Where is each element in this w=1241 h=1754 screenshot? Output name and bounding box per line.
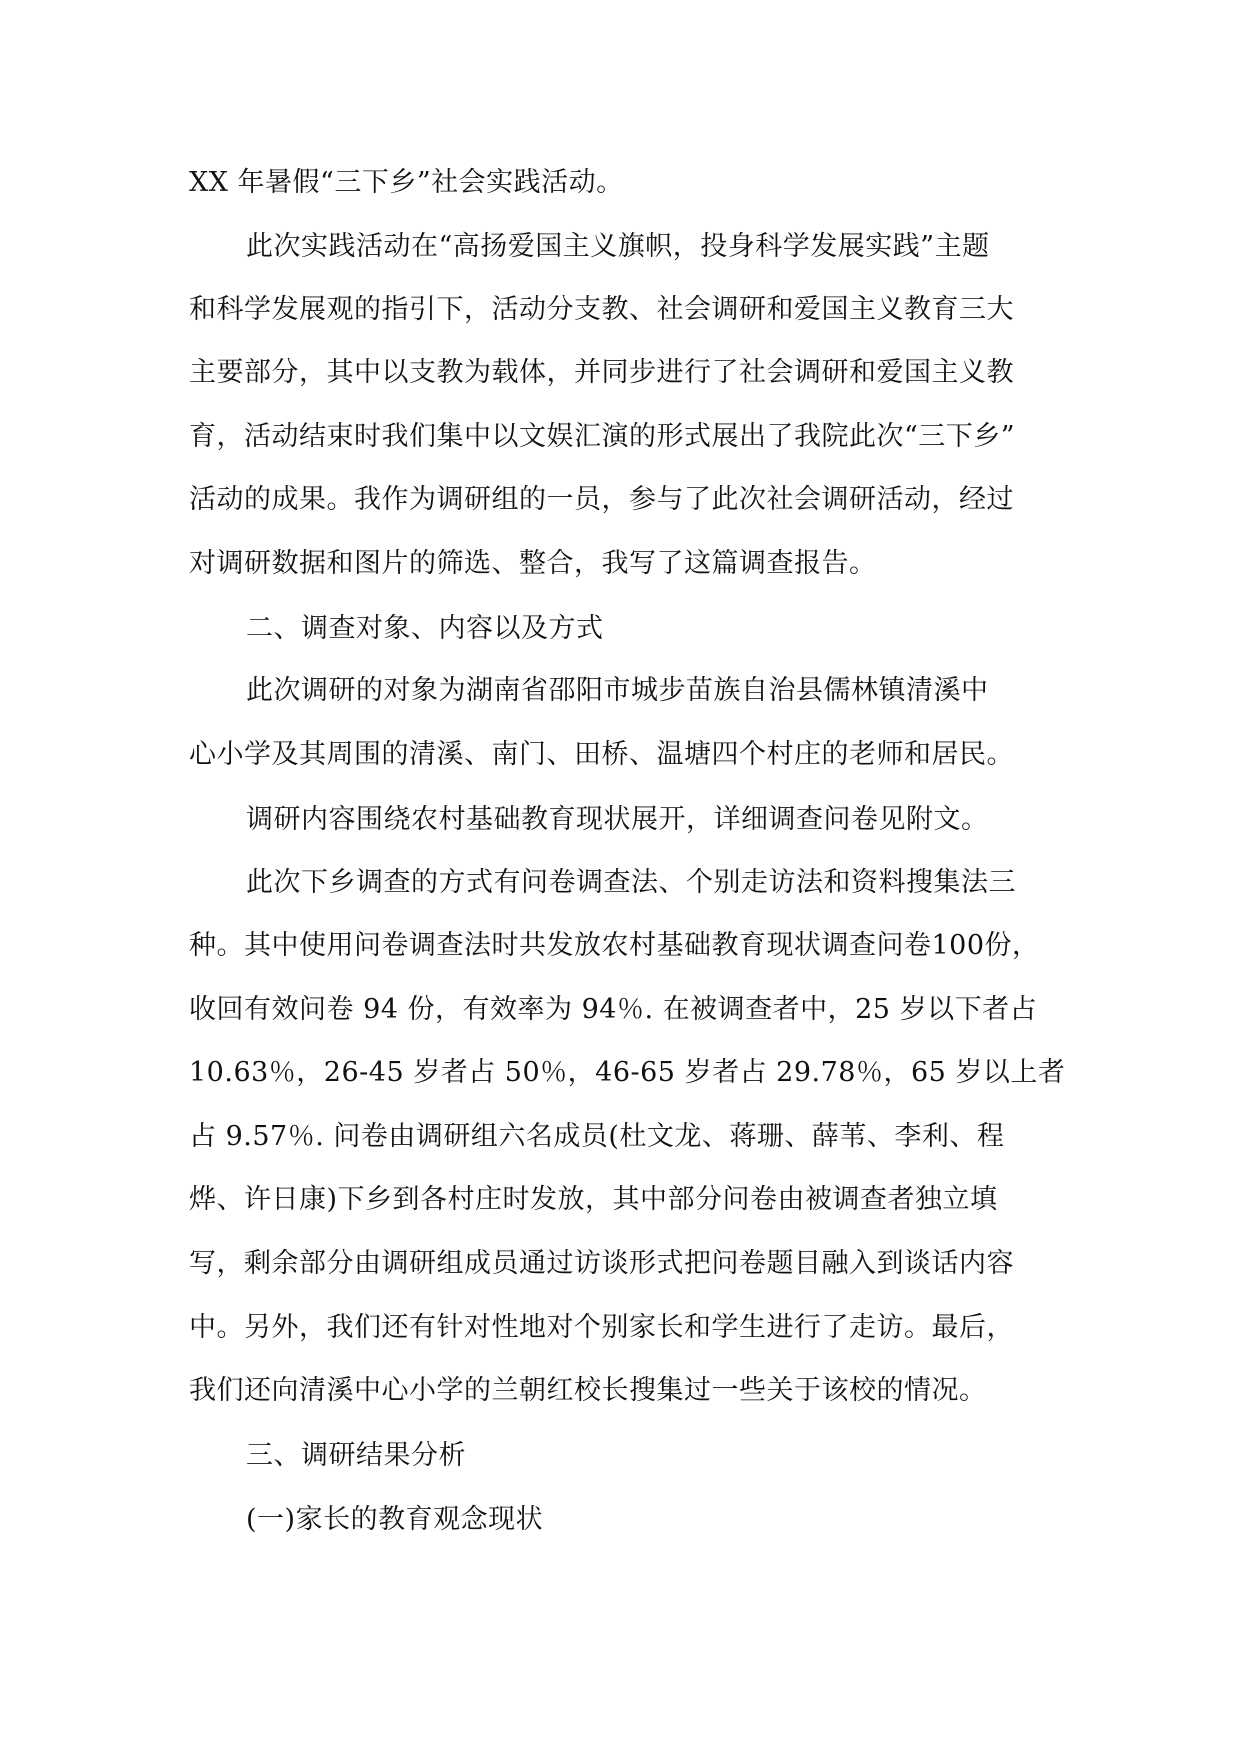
text-line: 占 9.57％. 问卷由调研组六名成员(杜文龙、蒋珊、薛苇、李利、程	[189, 1121, 1005, 1152]
paragraph-line: 调研内容围绕农村基础教育现状展开，详细调查问卷见附文。	[246, 804, 989, 835]
text-line: 写，剩余部分由调研组成员通过访谈形式把问卷题目融入到谈话内容	[189, 1248, 1014, 1279]
text-line: 活动的成果。我作为调研组的一员，参与了此次社会调研活动，经过	[189, 484, 1014, 515]
text-line: 收回有效问卷 94 份，有效率为 94％. 在被调查者中，25 岁以下者占	[189, 994, 1038, 1025]
paragraph-line: 此次下乡调查的方式有问卷调查法、个别走访法和资料搜集法三	[246, 867, 1016, 898]
section-heading: 三、调研结果分析	[246, 1440, 466, 1471]
text-line: 对调研数据和图片的筛选、整合，我写了这篇调查报告。	[189, 548, 877, 579]
text-line: 中。另外，我们还有针对性地对个别家长和学生进行了走访。最后，	[189, 1312, 1014, 1343]
text-line: 心小学及其周围的清溪、南门、田桥、温塘四个村庄的老师和居民。	[189, 739, 1014, 770]
text-line: 育，活动结束时我们集中以文娱汇演的形式展出了我院此次“三下乡”	[189, 421, 1016, 452]
text-line: 和科学发展观的指引下，活动分支教、社会调研和爱国主义教育三大	[189, 294, 1014, 325]
subsection-heading: (一)家长的教育观念现状	[246, 1504, 544, 1535]
text-line: 10.63％，26-45 岁者占 50％，46-65 岁者占 29.78％，65 岁以上者	[189, 1057, 1066, 1088]
text-line: 主要部分，其中以支教为载体，并同步进行了社会调研和爱国主义教	[189, 357, 1014, 388]
paragraph-line: 此次调研的对象为湖南省邵阳市城步苗族自治县儒林镇清溪中	[246, 675, 989, 706]
text-line: 烨、许日康)下乡到各村庄时发放，其中部分问卷由被调查者独立填	[189, 1184, 998, 1215]
text-line: 种。其中使用问卷调查法时共发放农村基础教育现状调查问卷100份，	[189, 930, 1040, 961]
text-line: XX 年暑假“三下乡”社会实践活动。	[189, 167, 624, 198]
text-line: 我们还向清溪中心小学的兰朝红校长搜集过一些关于该校的情况。	[189, 1375, 987, 1406]
paragraph-line: 此次实践活动在“高扬爱国主义旗帜，投身科学发展实践”主题	[246, 231, 990, 262]
section-heading: 二、调查对象、内容以及方式	[246, 613, 604, 644]
